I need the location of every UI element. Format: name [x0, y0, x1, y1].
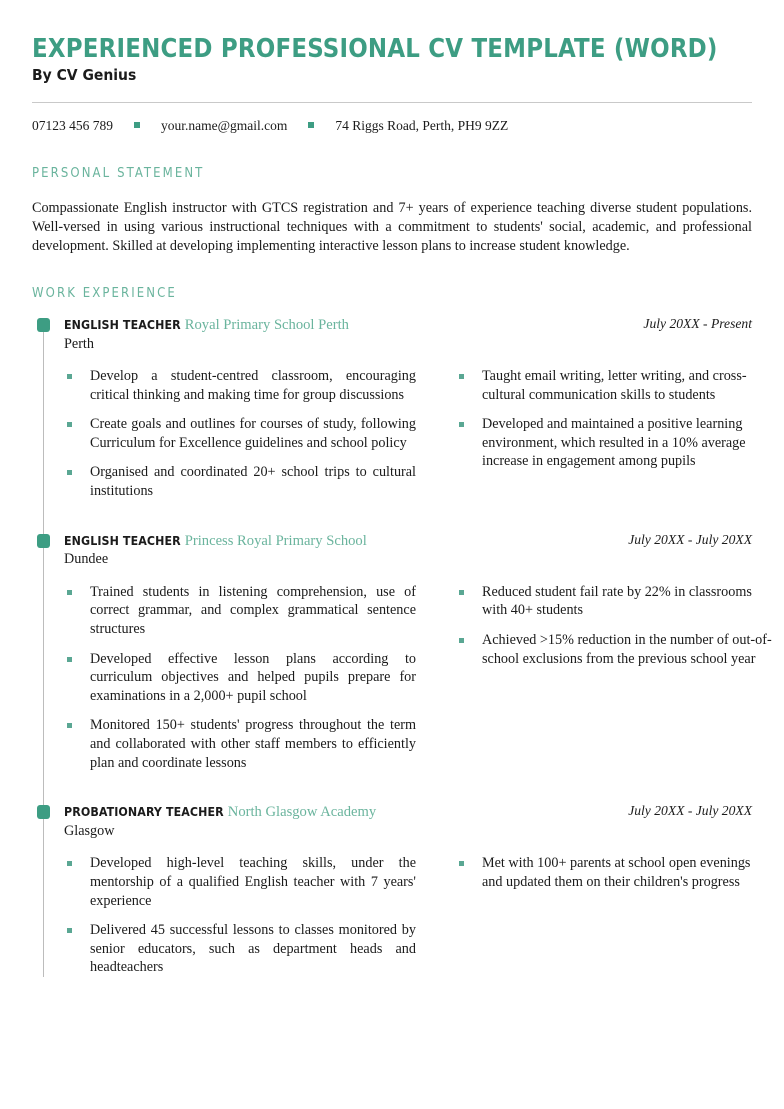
job-headline — [64, 315, 349, 353]
job-dates: July 20XX - July 20XX — [628, 531, 752, 547]
bullet-list — [456, 854, 774, 891]
job-entry — [64, 531, 772, 773]
timeline-marker-icon — [37, 534, 50, 548]
timeline-marker-icon — [37, 805, 50, 819]
job-headline — [64, 802, 376, 840]
bullet-item: Developed effective lesson plans according to curriculum objectives and helped pupils prepare for examinations in a 2,000+ pupil school — [64, 650, 416, 706]
job-headline — [64, 531, 367, 569]
job-company: North Glasgow Academy — [227, 804, 377, 821]
page-title: EXPERIENCED PROFESSIONAL CV TEMPLATE (WORD) — [32, 34, 718, 64]
bullet-list — [456, 583, 774, 668]
bullet-list — [64, 367, 416, 501]
job-header — [64, 315, 752, 353]
job-title: ENGLISH TEACHER — [64, 317, 181, 332]
bullet-list — [64, 583, 416, 772]
job-bullets-left-column — [64, 854, 416, 977]
job-company: Royal Primary School Perth — [184, 316, 349, 333]
job-bullets-right-column — [456, 854, 774, 977]
bullet-item: Delivered 45 successful lessons to classes monitored by senior educators, such as department heads and headteachers — [64, 921, 416, 977]
job-company: Princess Royal Primary School — [184, 532, 367, 549]
job-title: ENGLISH TEACHER — [64, 533, 181, 548]
bullet-item: Developed high-level teaching skills, under the mentorship of a qualified English teacher with 7 years' experience — [64, 854, 416, 910]
job-location: Dundee — [64, 551, 109, 568]
job-dates: July 20XX - Present — [643, 315, 752, 331]
square-separator-icon — [134, 122, 140, 128]
bullet-list — [64, 854, 416, 977]
bullet-item: Create goals and outlines for courses of study, following Curriculum for Excellence guidelines and school policy — [64, 415, 416, 452]
job-bullets — [64, 583, 772, 772]
header-divider — [32, 102, 752, 103]
bullet-item: Achieved >15% reduction in the number of out-of-school exclusions from the previous school year — [456, 631, 774, 668]
cv-header — [32, 34, 752, 103]
job-header — [64, 531, 752, 569]
timeline-marker-icon — [37, 318, 50, 332]
section-heading-work-experience: WORK EXPERIENCE — [32, 285, 177, 301]
bullet-item: Developed and maintained a positive learning environment, which resulted in a 10% average increase in engagement among pupils — [456, 415, 774, 471]
job-location: Perth — [64, 335, 94, 352]
bullet-item: Met with 100+ parents at school open evenings and updated them on their children's progress — [456, 854, 774, 891]
job-spacer — [64, 501, 752, 531]
job-bullets-left-column — [64, 367, 416, 501]
contact-address: 74 Riggs Road, Perth, PH9 9ZZ — [335, 117, 509, 133]
work-experience-timeline — [32, 315, 772, 977]
bullet-item: Organised and coordinated 20+ school trips to cultural institutions — [64, 463, 416, 500]
job-bullets-right-column — [456, 367, 774, 501]
page-subtitle: By CV Genius — [32, 66, 137, 85]
section-heading-personal-statement: PERSONAL STATEMENT — [32, 166, 205, 182]
contact-bar — [32, 119, 752, 133]
job-bullets — [64, 367, 752, 501]
job-dates: July 20XX - July 20XX — [628, 803, 752, 819]
job-spacer — [64, 772, 752, 802]
bullet-item: Develop a student-centred classroom, encouraging critical thinking and making time for group discussions — [64, 367, 416, 404]
bullet-item: Taught email writing, letter writing, and cross-cultural communication skills to students — [456, 367, 774, 404]
job-location: Glasgow — [64, 823, 115, 839]
job-header — [64, 802, 752, 840]
bullet-item: Reduced student fail rate by 22% in classrooms with 40+ students — [456, 583, 774, 620]
job-bullets — [64, 854, 752, 977]
personal-statement-body: Compassionate English instructor with GTCS registration and 7+ years of experience teaching diverse student populations. Well-versed in using various instructional techniques with a commitment to students' social, academic, and professional development. Skilled at developing implementing interactive lesson plans to increase student knowledge. — [32, 200, 752, 254]
job-bullets-right-column — [456, 583, 774, 772]
square-separator-icon — [308, 122, 314, 128]
timeline-rail — [43, 321, 44, 977]
job-title: PROBATIONARY TEACHER — [64, 805, 224, 820]
contact-email[interactable]: your.name@gmail.com — [161, 117, 288, 133]
bullet-item: Trained students in listening comprehension, use of correct grammar, and complex grammatical sentence structures — [64, 583, 416, 639]
bullet-list — [456, 367, 774, 471]
job-entry — [64, 802, 752, 977]
contact-phone: 07123 456 789 — [32, 117, 113, 133]
bullet-item: Monitored 150+ students' progress throughout the term and collaborated with other staff members to efficiently plan and coordinate lessons — [64, 716, 416, 772]
job-entry — [64, 315, 752, 501]
job-bullets-left-column — [64, 583, 416, 772]
